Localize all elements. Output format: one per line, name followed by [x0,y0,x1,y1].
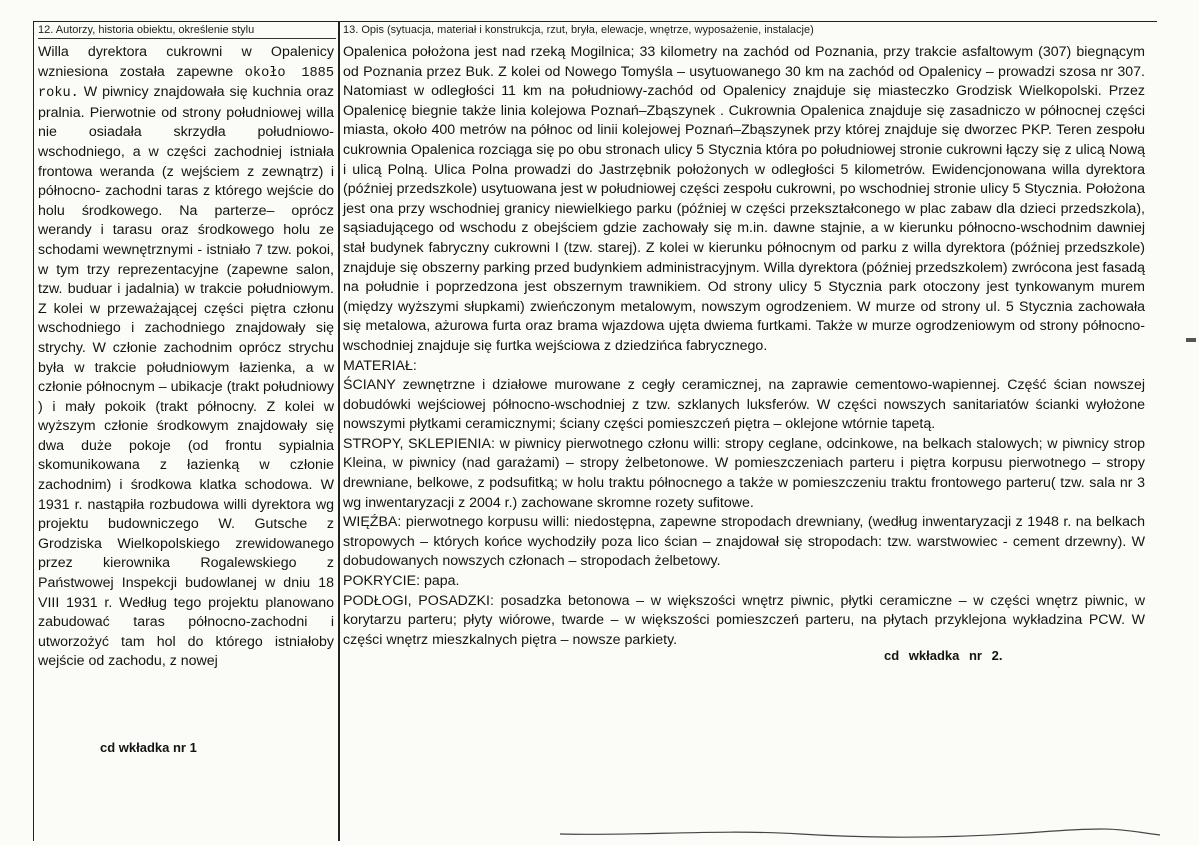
site-description: Opalenica położona jest nad rzeką Mogilnica; 33 kilometry na zachód od Poznania, przy trakcie asfaltowym (307) biegnącym od Poznania przez Buk. Z kolei od Nowego Tomyśla – usytuowanego 30 km na zachód od Opalenicy – prowadzi szosa nr 307. Natomiast w odległości 11 km na południowy-zachód od Opalenicy znajduje się miasteczko Grodzisk Wielkopolski. Przez Opalenicę biegnie także linia kolejowa Poznań–Zbąszynek . Cukrownia Opalenica znajduje się zasadniczo w północnej części miasta, około 400 metrów na północ od linii kolejowej Poznań–Zbąszynek przy której znajduje się dworzec PKP. Teren zespołu cukrownia Opalenica rozciąga się po obu stronach ulicy 5 Stycznia która po południowej stronie cukrowni łączy się z ulicą Nową i ulicą Polną. Ulica Polna prowadzi do Jastrzębnik położonych w odległości 5 kilometrów. Ewidencjonowana willa dyrektora (później przedszkole) usytuowana jest w południowej części zespołu cukrowni, po wschodniej stronie ulicy 5 Stycznia. Położona jest ona przy wschodniej granicy niewielkiego parku (później w części przekształconego w plac zabaw dla dzieci przedszkola), sąsiadującego od wschodu z obejściem gdzie zachowały się m.in. dawne stajnie, a w kierunku północno-wschodnim dawniej stał budynek fabryczny cukrowni I (tzw. starej). Z kolei w kierunku północnym od parku z willa dyrektora (później przedszkole) znajduje się obszerny parking przed budynkiem administracyjnym. Willa dyrektora (później przedszkolem) zwrócona jest fasadą na południe i poprzedzona jest obszernym trawnikiem. Od strony ulicy 5 Stycznia park otoczony jest tynkowanym murem (między wyższymi słupkami) zwieńczonym metalowym, nowszym ogrodzeniem. W murze od strony ul. 5 Stycznia zachowała się metalowa, ażurowa furta oraz brama wjazdowa ujęta dwiema furtkami. Także w murze ogrodzeniowym od strony północno-wschodniej znajduje się furtka wejściowa z dziedzińca fabrycznego. [343,44,1146,354]
scan-edge-line [560,826,1160,840]
continuation-note-2: cd wkładka nr 2. [884,648,1003,663]
history-text-body: W piwnicy znajdowała się kuchnia oraz pralnia. Pierwotnie od strony południowej willa nie osiadała skrzydła południowo-wschodniego, a w części zachodniej istniała frontowa weranda (z wejściem z zewnątrz) i północno- zachodni taras z którego wejście do holu środkowego. Na parterze– oprócz werandy i tarasu oraz środkowego holu ze schodami wewnętrznymi - istniało 7 tzw. pokoi, w tym trzy reprezentacyjne (zapewne salon, tzw. buduar i jadalnia) w trakcie południowym. Z kolei w przeważającej części piętra członu wschodniego i zachodniego znajdowały się strychy. W członie zachodnim oprócz strychu była w trakcie południowym łazienka, a w członie północnym – ubikacje (trakt południowy ) i mały pokoik (trakt północny. Z kolei w wyższym członie środkowym znajdowały się dwa duże pokoje (od frontu sypialnia skomunikowana z łazienką w członie zachodnim) i środkowa klatka schodowa. W 1931 r. nastąpiła rozbudowa willi dyrektora wg projektu budowniczego W. Gutsche z Grodziska Wielkopolskiego zrewidowanego przez kierownika Rogalewskiego z Państwowej Inspekcji budowlanej w dniu 18 VIII 1931 r. Według tego projektu planowano zabudować taras północno-zachodni i utworzożyć tam hol do którego istniałoby wejście od zachodu, z nowej [38,84,334,670]
column-divider [338,21,340,841]
continuation-note-1: cd wkładka nr 1 [100,740,197,755]
roofing-description: POKRYCIE: papa. [343,573,460,590]
history-text [38,43,334,672]
left-column-header: 12. Autorzy, historia obiektu, określenie stylu [38,22,336,39]
history-text-intro: Willa dyrektora cukrowni w Opalenicy wzniesiona została zapewne [38,44,334,80]
scan-edge-mark [1186,338,1196,342]
ceilings-description: STROPY, SKLEPIENIA: w piwnicy pierwotnego członu willi: stropy ceglane, odcinkowe, na belkach stalowych; w piwnicy strop Kleina, w piwnicy (nad garażami) – stropy żelbetonowe. W pomieszczeniach parteru i piętra korpusu pierwotnego – stropy drewniane, belkowe, z podsufitką; w holu traktu północnego a także w pomieszczeniu traktu frontowego parteru( tzw. sala nr 3 wg inwentaryzacji z 2004 r.) zachowane skromne rozety sufitowe. [343,435,1145,511]
right-column-header: 13. Opis (sytuacja, materiał i konstrukcja, rzut, bryła, elewacje, wnętrze, wyposażenie, instalacje) [343,24,814,36]
walls-description: ŚCIANY zewnętrzne i działowe murowane z cegły ceramicznej, na zaprawie cementowo-wapiennej. Część ścian nowszej dobudówki wejściowej północno-wschodniej z tzw. szklanych luksferów. W części nowszych sanitariatów ścianki wyłożone nowszymi płytkami ceramicznymi; ściany części pomieszczeń piętra – oklejone wtórnie tapetą. [343,377,1145,433]
history-column [38,43,334,672]
material-heading: MATERIAŁ: [343,357,417,374]
description-column [343,43,1145,650]
construction-date: około 1885 roku. [38,65,334,102]
floors-description: PODŁOGI, POSADZKI: posadzka betonowa – w większości wnętrz piwnic, płytki ceramiczne – w części wnętrz piwnic, w korytarzu parteru; płyty wiórowe, twarde – w większości pomieszczeń parteru, na płytach przyklejona wykładzina PCW. W części wnętrz mieszkalnych piętra – nowsze parkiety. [343,592,1145,648]
truss-description: WIĘŹBA: pierwotnego korpusu willi: niedostępna, zapewne stropodach drewniany, (według inwentaryzacji z 1948 r. na belkach stropowych – których końce wychodziły poza lico ścian – znajdował się stropodach: tzw. warstwowiec - cement drzewny). W dobudowanych nowszych członach – stropodach żelbetowy. [343,514,1145,570]
